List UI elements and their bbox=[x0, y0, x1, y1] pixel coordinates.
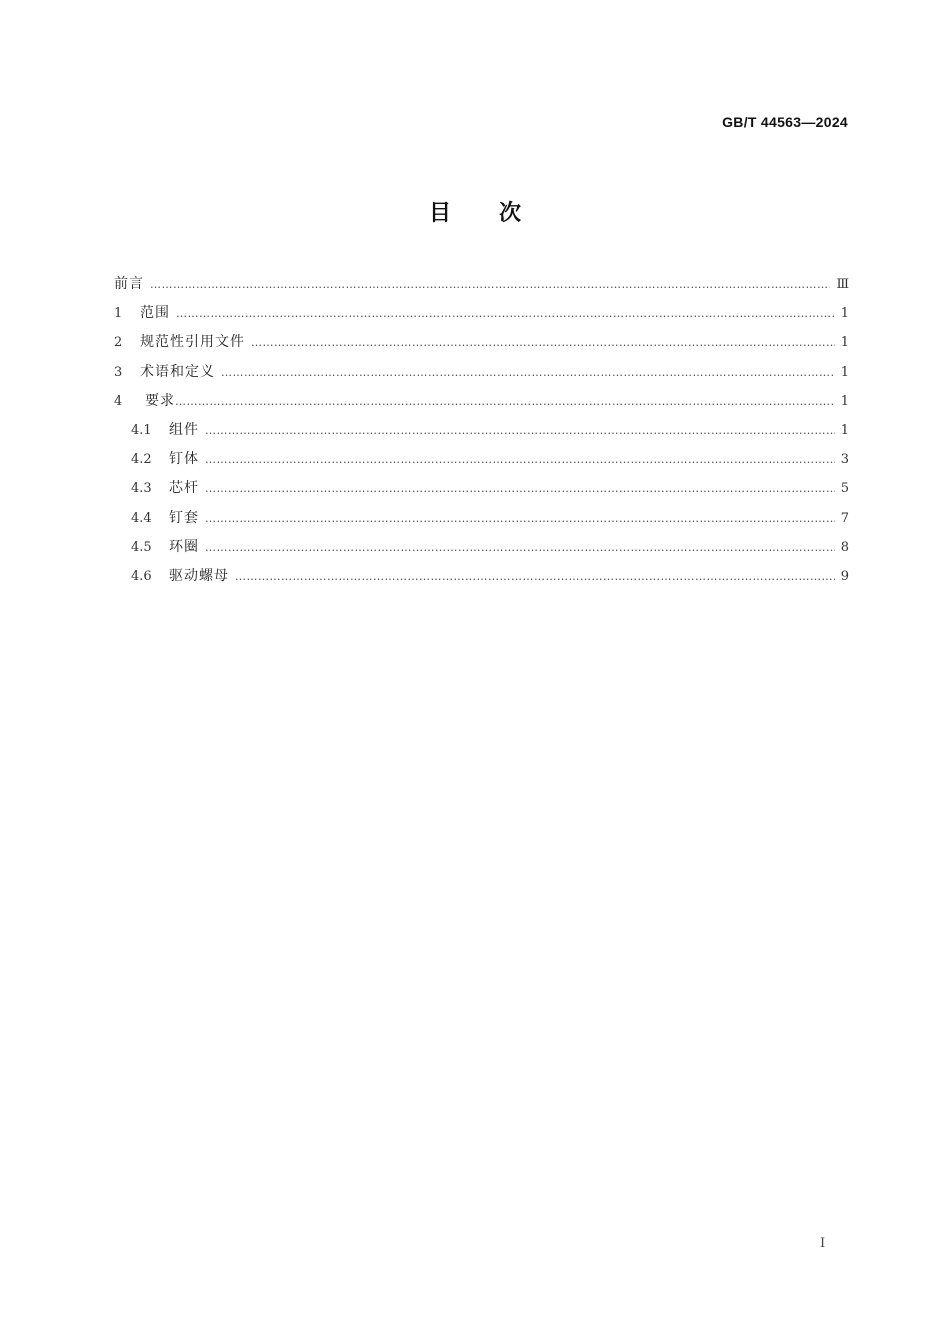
toc-entry-label: 芯杆 bbox=[169, 480, 199, 497]
toc-entry-label: 规范性引用文件 bbox=[140, 334, 245, 351]
toc-entry-scope[interactable] bbox=[114, 303, 849, 332]
standard-number: GB/T 44563—2024 bbox=[722, 114, 848, 130]
toc-leader-dots bbox=[205, 509, 835, 529]
toc-leader-dots bbox=[221, 363, 835, 383]
toc-entry-label: 钉套 bbox=[169, 509, 199, 526]
toc-entry-label: 范围 bbox=[140, 305, 170, 322]
toc-entry-page: 7 bbox=[840, 510, 849, 526]
toc-entry-number: 4.4 bbox=[131, 510, 152, 526]
toc-entry-rivet-body[interactable] bbox=[114, 449, 849, 478]
toc-entry-foreword[interactable] bbox=[114, 274, 849, 303]
toc-entry-label: 驱动螺母 bbox=[169, 567, 229, 584]
toc-entry-label: 要求 bbox=[145, 392, 175, 409]
toc-leader-dots bbox=[150, 275, 830, 295]
toc-entry-number: 4.5 bbox=[131, 539, 152, 555]
table-of-contents bbox=[114, 274, 849, 595]
toc-entry-page: 1 bbox=[840, 364, 849, 380]
toc-entry-collar[interactable] bbox=[114, 537, 849, 566]
toc-entry-page: 1 bbox=[840, 393, 849, 409]
toc-entry-components[interactable] bbox=[114, 420, 849, 449]
toc-entry-normative-references[interactable] bbox=[114, 332, 849, 361]
page-title: 目次 bbox=[428, 201, 569, 226]
toc-leader-dots bbox=[251, 333, 835, 353]
toc-leader-dots bbox=[205, 421, 835, 441]
toc-entry-number: 4.3 bbox=[131, 481, 152, 497]
toc-entry-page: 1 bbox=[840, 335, 849, 351]
toc-entry-number: 4.1 bbox=[131, 422, 152, 438]
toc-entry-number: 4 bbox=[114, 393, 123, 409]
toc-entry-drive-nut[interactable] bbox=[114, 566, 849, 595]
toc-entry-requirements[interactable] bbox=[114, 391, 849, 420]
toc-entry-page: 9 bbox=[840, 568, 849, 584]
toc-entry-page: Ⅲ bbox=[836, 277, 849, 292]
toc-entry-label: 术语和定义 bbox=[140, 363, 215, 380]
toc-entry-number: 4.2 bbox=[131, 452, 152, 468]
toc-entry-mandrel[interactable] bbox=[114, 478, 849, 507]
toc-entry-label: 环圈 bbox=[169, 538, 199, 555]
toc-entry-page: 1 bbox=[840, 306, 849, 322]
toc-entry-page: 5 bbox=[840, 481, 849, 497]
toc-leader-dots bbox=[235, 567, 835, 587]
toc-entry-page: 8 bbox=[840, 539, 849, 555]
toc-entry-page: 1 bbox=[840, 422, 849, 438]
toc-entry-sleeve[interactable] bbox=[114, 508, 849, 537]
toc-entry-terms-definitions[interactable] bbox=[114, 362, 849, 391]
toc-entry-label: 组件 bbox=[169, 421, 199, 438]
toc-leader-dots bbox=[205, 538, 835, 558]
toc-leader-dots bbox=[205, 479, 835, 499]
toc-entry-number: 1 bbox=[114, 306, 123, 322]
toc-entry-number: 2 bbox=[114, 335, 123, 351]
toc-entry-page: 3 bbox=[840, 452, 849, 468]
page-number: I bbox=[820, 1236, 826, 1251]
toc-entry-number: 4.6 bbox=[131, 568, 152, 584]
toc-entry-label: 钉体 bbox=[169, 451, 199, 468]
toc-leader-dots bbox=[175, 392, 835, 412]
toc-entry-label: 前言 bbox=[114, 276, 144, 292]
toc-leader-dots bbox=[176, 304, 835, 324]
toc-entry-number: 3 bbox=[114, 364, 123, 380]
toc-leader-dots bbox=[205, 450, 835, 470]
